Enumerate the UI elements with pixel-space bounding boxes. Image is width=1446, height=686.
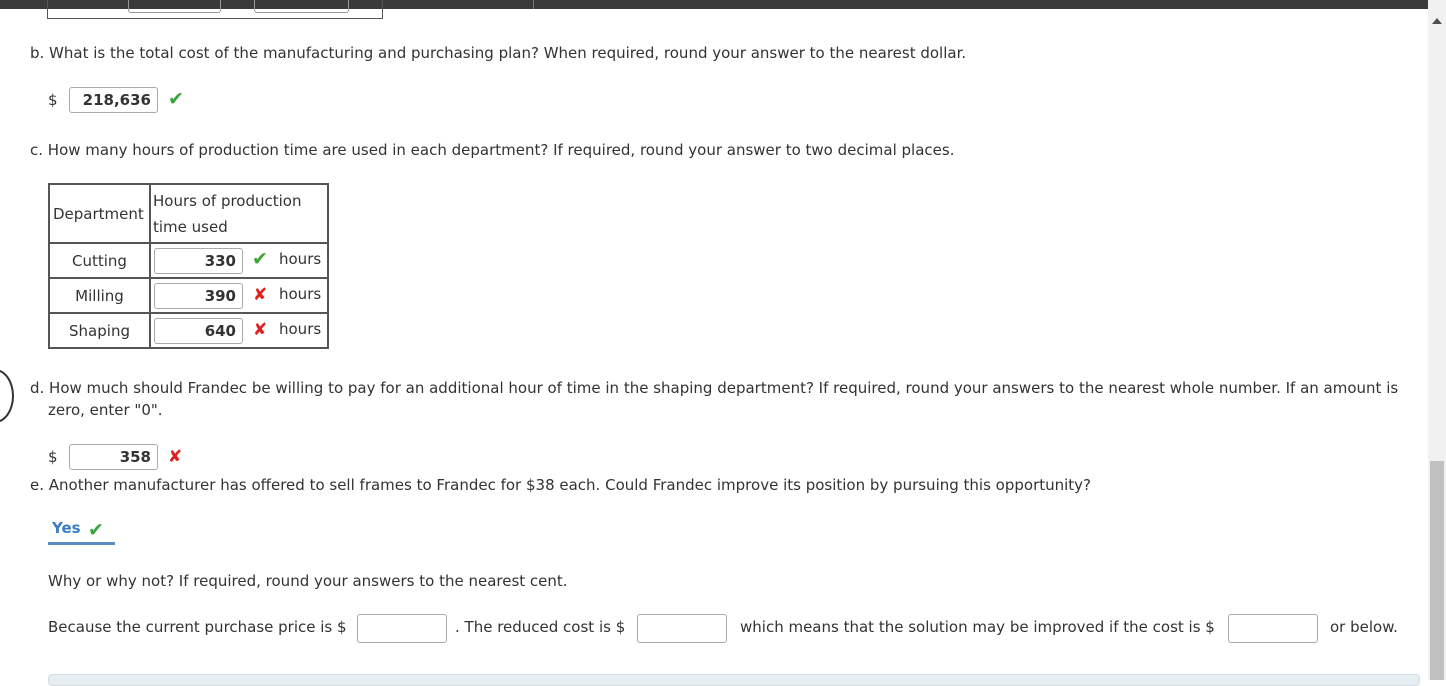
table-header-hours <box>150 184 328 243</box>
reduced-cost-input[interactable] <box>637 614 727 643</box>
circle-marker-icon <box>0 369 14 423</box>
answer-input-b[interactable]: 218,636 <box>69 87 158 113</box>
table-header-hours-line2: time used <box>153 217 228 236</box>
question-d-line1: d. How much should Frandec be willing to pay for an additional hour of time in the shaping department? If required, round your answers to the nearest whole number. If an amount is <box>30 379 1399 397</box>
question-b: b. What is the total cost of the manufacturing and purchasing plan? When required, round your answer to the nearest dollar. <box>30 44 967 62</box>
table-header-department: Department <box>49 184 150 243</box>
unit-label: hours <box>279 320 322 338</box>
improved-cost-input[interactable] <box>1228 614 1318 643</box>
previous-input-remnant <box>254 0 349 13</box>
question-c: c. How many hours of production time are used in each department? If required, round your answer to two decimal places. <box>30 141 955 159</box>
hours-cell <box>150 243 328 278</box>
table-row <box>49 278 328 313</box>
answer-input-d[interactable]: 358 <box>69 444 158 470</box>
vertical-scrollbar[interactable] <box>1428 0 1446 680</box>
unit-label: hours <box>279 285 322 303</box>
hours-input-shaping[interactable]: 640 <box>154 318 243 344</box>
department-label: Shaping <box>49 313 150 348</box>
hours-cell <box>150 278 328 313</box>
hours-input-milling[interactable]: 390 <box>154 283 243 309</box>
hours-input-cutting[interactable]: 330 <box>154 248 243 274</box>
sentence-part4: or below. <box>1330 618 1398 636</box>
why-prompt: Why or why not? If required, round your answers to the nearest cent. <box>48 572 568 590</box>
sentence-part1: Because the current purchase price is $ <box>48 618 347 636</box>
table-row <box>49 243 328 278</box>
x-icon: ✘ <box>253 285 268 305</box>
scroll-up-arrow-icon[interactable] <box>1432 18 1442 24</box>
department-label: Cutting <box>49 243 150 278</box>
currency-symbol-b: $ <box>48 91 58 109</box>
previous-table-remnant <box>47 0 383 19</box>
yes-no-select[interactable] <box>48 519 115 545</box>
table-row <box>49 313 328 348</box>
check-icon: ✔ <box>252 248 268 270</box>
x-icon: ✘ <box>253 320 268 340</box>
sentence-part2: . The reduced cost is $ <box>455 618 626 636</box>
table-header-hours-line1: Hours of production <box>153 191 302 210</box>
currency-symbol-d: $ <box>48 448 58 466</box>
check-icon: ✔ <box>88 519 104 541</box>
question-e: e. Another manufacturer has offered to sell frames to Frandec for $38 each. Could Frandec improve its position by pursuing this opportunity? <box>30 476 1092 494</box>
purchase-price-input[interactable] <box>357 614 447 643</box>
unit-label: hours <box>279 250 322 268</box>
toolbar-divider <box>533 0 534 9</box>
x-icon: ✘ <box>168 447 183 467</box>
scrollbar-thumb[interactable] <box>1430 461 1444 680</box>
selected-answer: Yes <box>52 519 81 537</box>
check-icon: ✔ <box>168 88 184 110</box>
sentence-part3: which means that the solution may be improved if the cost is $ <box>740 618 1215 636</box>
question-d-line2: zero, enter "0". <box>48 401 163 419</box>
next-section-panel <box>48 674 1420 686</box>
hours-table <box>48 183 329 349</box>
department-label: Milling <box>49 278 150 313</box>
hours-cell <box>150 313 328 348</box>
previous-input-remnant <box>128 0 221 13</box>
